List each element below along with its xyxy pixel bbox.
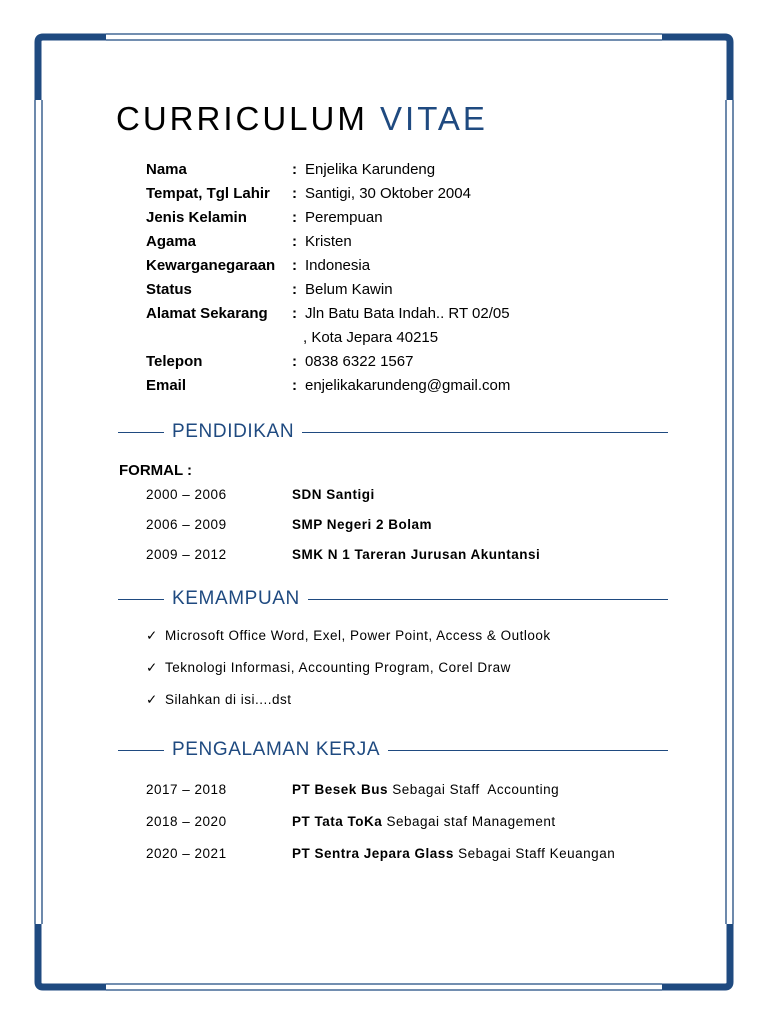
info-value: Kristen [305,233,352,250]
school-name: SMP Negeri 2 Bolam [292,517,433,532]
education-years: 2000 – 2006 [146,487,227,502]
experience-years: 2018 – 2020 [146,814,227,829]
section-header-experience [118,735,668,765]
education-school [292,547,540,577]
list-item [146,814,666,846]
info-value: Indonesia [305,257,371,274]
experience-desc [292,846,615,878]
section-rule [302,432,668,433]
list-item [146,547,666,577]
section-rule [118,750,164,751]
section-title: PENDIDIKAN [172,421,295,442]
address-continuation: , Kota Jepara 40215 [303,329,439,346]
list-item [146,517,666,547]
list-item [146,846,666,878]
corner-bottom-right [662,924,730,987]
info-value: Santigi, 30 Oktober 2004 [305,185,471,202]
info-label: Tempat, Tgl Lahir [146,185,270,202]
info-label: Kewarganegaraan [146,257,276,274]
checkmark-icon: ✓ [146,628,158,643]
section-rule [388,750,668,751]
corner-top-left [38,37,106,100]
experience-years: 2020 – 2021 [146,846,227,861]
company-name: PT Besek Bus [292,782,389,797]
info-label: Email [146,377,187,394]
info-colon: : [292,257,297,274]
skill-text: Teknologi Informasi, Accounting Program, Corel Draw [165,660,511,675]
experience-desc [292,782,559,814]
experience-desc [292,814,556,846]
job-role: Sebagai Staff Keuangan [453,846,616,861]
job-role: Sebagai Staff Accounting [388,782,560,797]
info-row-gender [146,206,666,230]
info-row-address [146,302,666,326]
checkmark-icon: ✓ [146,692,158,707]
formal-label: FORMAL : [119,462,193,479]
info-label: Agama [146,233,197,250]
info-label: Nama [146,161,187,178]
info-row-name [146,158,666,182]
info-row-status [146,278,666,302]
info-value: Enjelika Karundeng [305,161,436,178]
info-colon: : [292,185,297,202]
experience-years: 2017 – 2018 [146,782,227,797]
checkmark-icon: ✓ [146,660,158,675]
company-name: PT Sentra Jepara Glass [292,846,454,861]
info-colon: : [292,353,297,370]
info-row-phone [146,350,666,374]
section-rule [308,599,668,600]
skills-list [146,628,666,724]
info-value: Perempuan [305,209,383,226]
section-header-education [118,417,668,447]
skill-text: Silahkan di isi....dst [165,692,292,707]
education-school [292,517,432,547]
corner-bottom-left [38,924,106,987]
page-title [116,100,488,138]
school-name: SMK N 1 Tareran Jurusan Akuntansi [292,547,541,562]
info-label: Telepon [146,353,203,370]
info-value: 0838 6322 1567 [305,353,414,370]
info-label: Jenis Kelamin [146,209,247,226]
education-years: 2006 – 2009 [146,517,227,532]
info-colon: : [292,305,297,322]
list-item [146,628,666,660]
section-title: PENGALAMAN KERJA [172,739,381,760]
info-value: enjelikakarundeng@gmail.com [305,377,511,394]
info-colon: : [292,281,297,298]
school-name: SDN Santigi [292,487,375,502]
section-header-skills [118,584,668,614]
section-rule [118,432,164,433]
job-role: Sebagai staf Management [382,814,556,829]
info-value: Jln Batu Bata Indah.. RT 02/05 [305,305,510,322]
info-label: Alamat Sekarang [146,305,268,322]
info-row-nationality [146,254,666,278]
list-item [146,660,666,692]
education-school [292,487,375,517]
list-item [146,692,666,724]
section-rule [118,599,164,600]
info-colon: : [292,233,297,250]
info-colon: : [292,209,297,226]
info-value: Belum Kawin [305,281,393,298]
list-item [146,782,666,814]
info-row-religion [146,230,666,254]
section-title: KEMAMPUAN [172,588,300,609]
info-label: Status [146,281,192,298]
education-years: 2009 – 2012 [146,547,227,562]
info-colon: : [292,161,297,178]
info-row-email [146,374,666,398]
skill-text: Microsoft Office Word, Exel, Power Point, Access & Outlook [165,628,551,643]
info-colon: : [292,377,297,394]
list-item [146,487,666,517]
education-list [146,487,666,577]
personal-info [146,158,666,398]
corner-top-right [662,37,730,100]
company-name: PT Tata ToKa [292,814,383,829]
title-part-2: VITAE [380,100,488,137]
info-row-birth [146,182,666,206]
experience-list [146,782,666,878]
title-part-1: CURRICULUM [116,100,368,137]
